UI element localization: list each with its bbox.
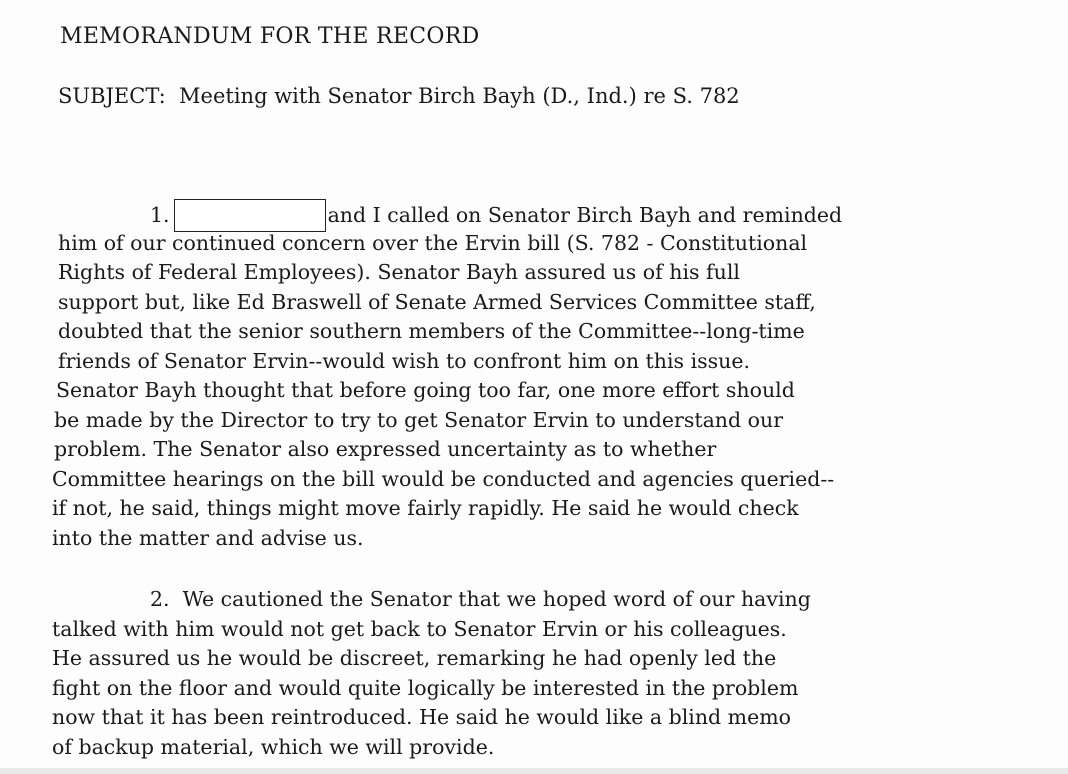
subject-label: SUBJECT:	[58, 84, 166, 108]
paragraph-1-line: doubted that the senior southern members of the Committee--long-time	[58, 319, 805, 343]
paragraph-1-line	[52, 199, 842, 229]
paragraph-2-line: He assured us he would be discreet, remarking he had openly led the	[52, 646, 777, 670]
paragraph-2-line: now that it has been reintroduced. He said he would like a blind memo	[52, 705, 792, 729]
paragraph-2-line	[52, 585, 811, 615]
paragraph-2	[52, 585, 811, 762]
paragraph-2-number: 2.	[150, 587, 170, 611]
paragraph-1-line: be made by the Director to try to get Senator Ervin to understand our	[54, 407, 783, 432]
paragraph-1-line: if not, he said, things might move fairly rapidly. He said he would check	[52, 496, 799, 520]
paragraph-1-line: Senator Bayh thought that before going too far, one more effort should	[56, 378, 795, 402]
paragraph-2-line: fight on the floor and would quite logically be interested in the problem	[52, 675, 799, 700]
paragraph-1-line: into the matter and advise us.	[52, 525, 364, 550]
paragraph-1-line: Committee hearings on the bill would be conducted and agencies queried--	[52, 466, 835, 491]
paragraph-1-line: support but, like Ed Braswell of Senate Armed Services Committee staff,	[58, 289, 816, 314]
paragraph-1-line: him of our continued concern over the Ervin bill (S. 782 - Constitutional	[58, 230, 808, 255]
paragraph-2-line: of backup material, which we will provide.	[52, 734, 495, 759]
redaction-box	[174, 199, 326, 232]
paragraph-1-line: friends of Senator Ervin--would wish to confront him on this issue.	[58, 348, 751, 373]
paragraph-1-line-text: and I called on Senator Birch Bayh and reminded	[327, 203, 843, 227]
paragraph-1-line: problem. The Senator also expressed uncertainty as to whether	[54, 437, 717, 461]
memo-heading: MEMORANDUM FOR THE RECORD	[60, 24, 480, 49]
paragraph-2-line: talked with him would not get back to Senator Ervin or his colleagues.	[52, 616, 787, 641]
paragraph-1-line: Rights of Federal Employees). Senator Bayh assured us of his full	[58, 260, 740, 284]
subject-text: Meeting with Senator Birch Bayh (D., Ind.) re S. 782	[179, 84, 740, 108]
paragraph-1	[52, 199, 842, 553]
paragraph-2-line-text: We cautioned the Senator that we hoped word of our having	[182, 587, 811, 611]
memo-subject	[58, 84, 740, 108]
scan-bottom-edge	[0, 768, 1068, 774]
paragraph-1-number: 1.	[150, 203, 170, 227]
